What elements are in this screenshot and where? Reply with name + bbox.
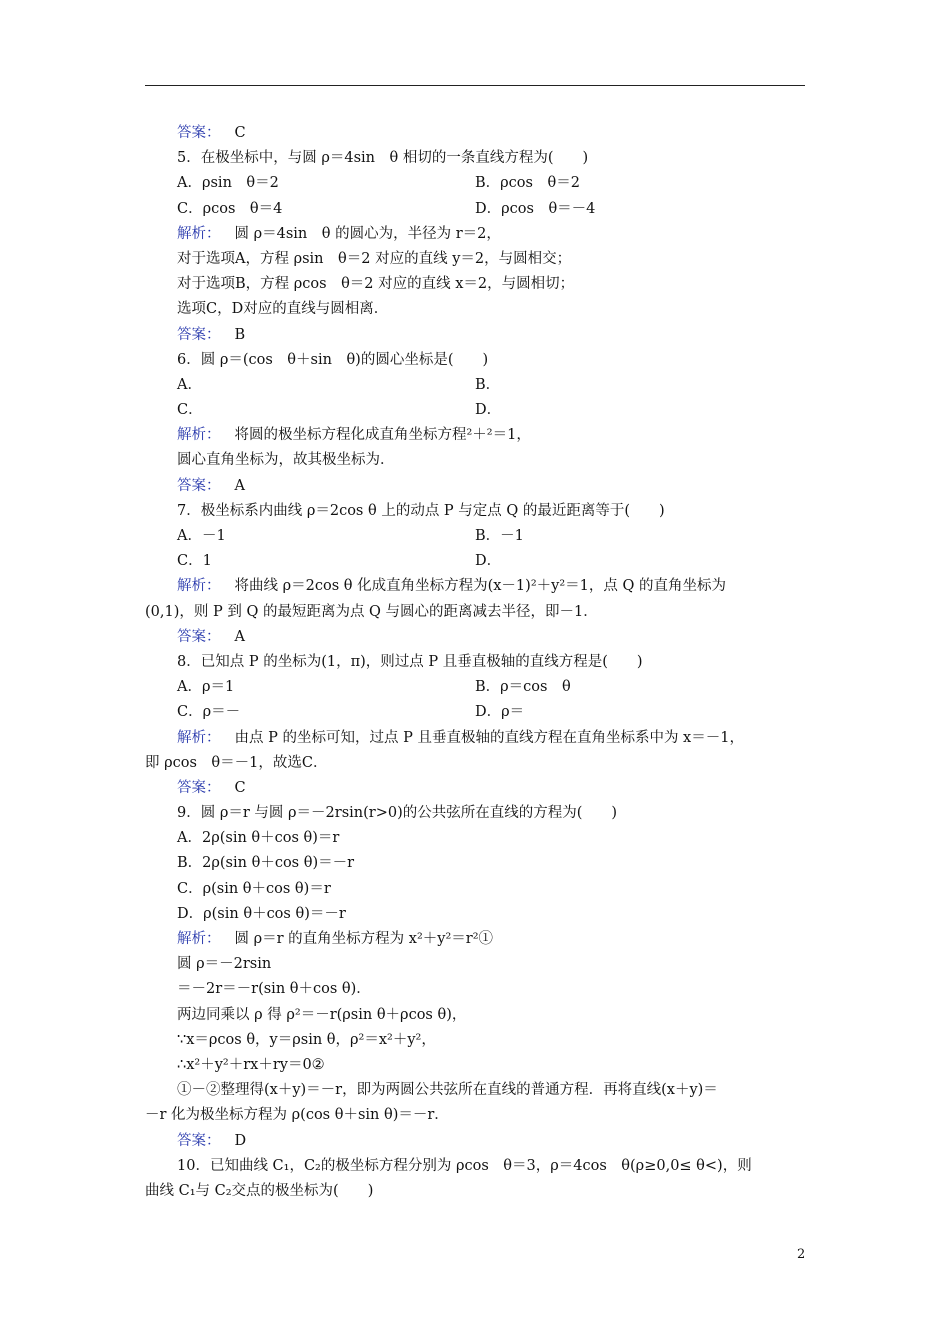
line-text: －r 化为极坐标方程为 ρ(cos θ＋sin θ)＝－r． — [145, 1107, 449, 1124]
line-text: C — [234, 779, 246, 796]
option-left: A．ρsin θ＝2 — [177, 175, 279, 192]
text-line — [145, 1003, 807, 1028]
text-line — [145, 902, 807, 927]
line-text: 由点 P 的坐标可知，过点 P 且垂直极轴的直线方程在直角坐标系中为 x＝－1， — [234, 729, 744, 746]
option-left: C． — [177, 402, 203, 419]
line-text: 即 ρcos θ＝－1，故选C． — [145, 754, 328, 771]
text-line — [145, 1078, 807, 1103]
option-left: A． — [177, 376, 202, 393]
text-line — [145, 650, 807, 675]
text-line — [145, 1028, 807, 1053]
page-number: 2 — [797, 1247, 806, 1262]
text-line — [145, 574, 807, 599]
line-text: 圆 ρ＝4sin θ 的圆心为，半径为 r＝2， — [234, 225, 501, 242]
line-text: 对于选项B，方程 ρcos θ＝2 对应的直线 x＝2，与圆相切； — [177, 276, 575, 293]
line-text: 将曲线 ρ＝2cos θ 化成直角坐标方程为(x－1)²＋y²＝1，点 Q 的直角坐标为 — [234, 578, 726, 595]
answer-label: 答案： — [177, 125, 221, 141]
text-line — [145, 549, 807, 574]
option-right: B．ρcos θ＝2 — [475, 175, 580, 192]
text-line — [145, 524, 807, 549]
text-line — [145, 272, 807, 297]
text-line — [145, 474, 807, 499]
text-line — [145, 726, 807, 751]
line-text: (0,1)，则 P 到 Q 的最短距离为点 Q 与圆心的距离减去半径，即－1． — [145, 603, 598, 620]
line-text: ＝－2r＝－r(sin θ＋cos θ)． — [177, 981, 371, 998]
text-line — [145, 801, 807, 826]
text-line — [145, 171, 807, 196]
text-line — [145, 1154, 807, 1179]
text-line — [145, 700, 807, 725]
text-line — [145, 977, 807, 1002]
text-line — [145, 927, 807, 952]
option-left: A．ρ＝1 — [177, 679, 235, 696]
text-line — [145, 146, 807, 171]
line-text: D．ρ(sin θ＋cos θ)＝－r — [177, 905, 346, 922]
line-text: 圆 ρ＝－2rsin — [177, 956, 272, 973]
option-left: C．1 — [177, 553, 212, 570]
text-line — [145, 499, 807, 524]
option-right: B．－1 — [475, 528, 524, 544]
option-right: D．ρ＝ — [475, 704, 525, 721]
text-line — [145, 1103, 807, 1128]
answer-label: 解析： — [177, 578, 221, 595]
line-text: 6．圆 ρ＝(cos θ＋sin θ)的圆心坐标是( ) — [177, 351, 489, 368]
text-line — [145, 1179, 807, 1204]
line-text: A．2ρ(sin θ＋cos θ)＝r — [177, 830, 340, 847]
line-text: 曲线 C₁与 C₂交点的极坐标为( ) — [145, 1182, 374, 1199]
answer-label: 答案： — [177, 779, 221, 796]
text-line — [145, 1129, 807, 1154]
line-text: C — [234, 125, 246, 141]
line-text: D — [234, 1132, 247, 1149]
line-text: 两边同乘以 ρ 得 ρ²＝－r(ρsin θ＋ρcos θ)， — [177, 1006, 467, 1023]
answer-label: 解析： — [177, 427, 221, 444]
line-text: 10．已知曲线 C₁，C₂的极坐标方程分别为 ρcos θ＝3，ρ＝4cos θ(ρ≥0,0≤ θ<)，则 — [177, 1157, 752, 1174]
line-text: ∴x²＋y²＋rx＋ry＝0② — [177, 1056, 325, 1073]
option-right: D．ρcos θ＝－4 — [475, 200, 596, 217]
line-text: 对于选项A，方程 ρsin θ＝2 对应的直线 y＝2，与圆相交； — [177, 250, 572, 267]
text-line — [145, 297, 807, 322]
answer-label: 答案： — [177, 326, 221, 343]
option-left: C．ρ＝－ — [177, 704, 241, 721]
answer-label: 解析： — [177, 729, 221, 746]
line-text: 选项C，D对应的直线与圆相离． — [177, 301, 389, 318]
text-line — [145, 751, 807, 776]
option-right: D． — [475, 402, 502, 419]
text-line — [145, 877, 807, 902]
text-line — [145, 448, 807, 473]
line-text: 8．已知点 P 的坐标为(1，π)，则过点 P 且垂直极轴的直线方程是( ) — [177, 653, 643, 670]
text-line — [145, 625, 807, 650]
option-right: B．ρ＝cos θ — [475, 679, 571, 696]
line-text: ∵x＝ρcos θ，y＝ρsin θ，ρ²＝x²＋y²， — [177, 1031, 436, 1048]
text-line — [145, 222, 807, 247]
option-left: A．－1 — [177, 528, 226, 544]
text-line — [145, 826, 807, 851]
line-text: 9．圆 ρ＝r 与圆 ρ＝－2rsin(r>0)的公共弦所在直线的方程为( ) — [177, 805, 618, 822]
line-text: A — [234, 628, 245, 645]
text-line — [145, 121, 807, 146]
answer-label: 答案： — [177, 1132, 221, 1149]
line-text: A — [234, 477, 245, 494]
answer-label: 答案： — [177, 477, 221, 494]
text-line — [145, 247, 807, 272]
text-line — [145, 600, 807, 625]
line-text: 5．在极坐标中，与圆 ρ＝4sin θ 相切的一条直线方程为( ) — [177, 150, 589, 167]
answer-label: 解析： — [177, 225, 221, 242]
text-line — [145, 197, 807, 222]
text-line — [145, 952, 807, 977]
document-body — [145, 121, 807, 1204]
text-line — [145, 348, 807, 373]
line-text: 圆 ρ＝r 的直角坐标方程为 x²＋y²＝r²① — [234, 931, 494, 947]
text-line — [145, 323, 807, 348]
answer-label: 答案： — [177, 628, 221, 645]
text-line — [145, 851, 807, 876]
line-text: C．ρ(sin θ＋cos θ)＝r — [177, 880, 331, 897]
line-text: 7．极坐标系内曲线 ρ＝2cos θ 上的动点 P 与定点 Q 的最近距离等于( ) — [177, 502, 665, 519]
option-left: C．ρcos θ＝4 — [177, 200, 283, 217]
line-text: 圆心直角坐标为，故其极坐标为． — [177, 452, 395, 469]
text-line — [145, 675, 807, 700]
line-text: B — [234, 326, 246, 343]
answer-label: 解析： — [177, 931, 221, 947]
line-text: B．2ρ(sin θ＋cos θ)＝－r — [177, 855, 355, 872]
header-rule — [145, 85, 805, 86]
text-line — [145, 423, 807, 448]
text-line — [145, 398, 807, 423]
option-right: D． — [475, 553, 502, 570]
text-line — [145, 373, 807, 398]
line-text: ①－②整理得(x＋y)＝－r，即为两圆公共弦所在直线的普通方程．再将直线(x＋y)＝ — [177, 1082, 718, 1099]
line-text: 将圆的极坐标方程化成直角坐标方程²＋²＝1， — [234, 427, 531, 444]
option-right: B． — [475, 376, 501, 393]
text-line — [145, 1053, 807, 1078]
text-line — [145, 776, 807, 801]
